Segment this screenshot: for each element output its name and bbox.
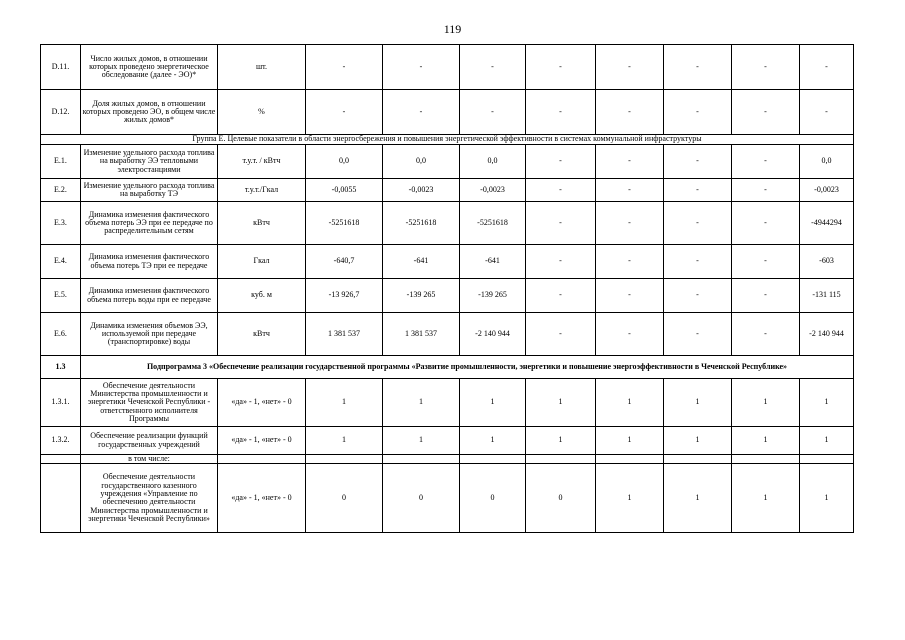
- value-cell: -: [526, 45, 596, 90]
- value-cell: -4944294: [800, 202, 854, 245]
- row-code: D.11.: [41, 45, 81, 90]
- value-cell: -0,0055: [306, 179, 383, 202]
- value-cell: 1: [460, 427, 526, 455]
- value-cell: -: [664, 313, 732, 356]
- value-cell: 1: [800, 427, 854, 455]
- value-cell: -: [526, 90, 596, 135]
- empty-cell: [383, 455, 460, 464]
- row-name: Динамика изменения фактического объема потерь ЭЭ при ее передаче по распределительным сетям: [81, 202, 218, 245]
- value-cell: 1: [526, 379, 596, 427]
- row-name: Изменение удельного расхода топлива на выработку ЭЭ тепловыми электростанциями: [81, 145, 218, 179]
- value-cell: -2 140 944: [460, 313, 526, 356]
- value-cell: 1: [664, 427, 732, 455]
- empty-cell: [460, 455, 526, 464]
- row-unit: кВтч: [218, 313, 306, 356]
- page-number: 119: [443, 22, 462, 36]
- indicators-table: [40, 44, 854, 533]
- table-row-e3: [41, 202, 854, 245]
- row-code: E.4.: [41, 245, 81, 279]
- value-cell: -: [526, 179, 596, 202]
- empty-cell: [526, 455, 596, 464]
- value-cell: 1: [526, 427, 596, 455]
- value-cell: 1: [732, 464, 800, 533]
- row-code: E.1.: [41, 145, 81, 179]
- row-code: E.5.: [41, 279, 81, 313]
- row-code: E.6.: [41, 313, 81, 356]
- value-cell: -139 265: [383, 279, 460, 313]
- row-unit: «да» - 1, «нет» - 0: [218, 379, 306, 427]
- value-cell: 0: [306, 464, 383, 533]
- row-unit: куб. м: [218, 279, 306, 313]
- row-name: Число жилых домов, в отношении которых проведено энергетическое обследование (далее - ЭО)*: [81, 45, 218, 90]
- value-cell: -: [664, 45, 732, 90]
- value-cell: -: [596, 279, 664, 313]
- subprogram-3-header: [41, 356, 854, 379]
- table-row-d11: [41, 45, 854, 90]
- value-cell: -: [596, 90, 664, 135]
- value-cell: -: [732, 90, 800, 135]
- row-name: Доля жилых домов, в отношении которых проведено ЭО, в общем числе жилых домов*: [81, 90, 218, 135]
- value-cell: -: [664, 179, 732, 202]
- value-cell: -0,0023: [800, 179, 854, 202]
- row-code: D.12.: [41, 90, 81, 135]
- row-unit: «да» - 1, «нет» - 0: [218, 464, 306, 533]
- value-cell: 1: [460, 379, 526, 427]
- row-unit: %: [218, 90, 306, 135]
- row-name: в том числе:: [81, 455, 218, 464]
- table-row-including: [41, 455, 854, 464]
- row-name: Динамика изменения объемов ЭЭ, используемой при передаче (транспортировке) воды: [81, 313, 218, 356]
- empty-cell: [306, 455, 383, 464]
- empty-cell: [664, 455, 732, 464]
- value-cell: -: [526, 245, 596, 279]
- value-cell: -: [526, 202, 596, 245]
- value-cell: -0,0023: [460, 179, 526, 202]
- value-cell: 1: [383, 379, 460, 427]
- value-cell: 0: [460, 464, 526, 533]
- value-cell: -: [732, 202, 800, 245]
- value-cell: -: [526, 279, 596, 313]
- value-cell: -5251618: [460, 202, 526, 245]
- value-cell: -: [664, 279, 732, 313]
- row-name: Обеспечение деятельности Министерства промышленности и энергетики Чеченской Республики - ответственного исполнителя Программы: [81, 379, 218, 427]
- value-cell: -: [596, 179, 664, 202]
- table-row-e2: [41, 179, 854, 202]
- row-name: Динамика изменения фактического объема потерь ТЭ при ее передаче: [81, 245, 218, 279]
- value-cell: 1 381 537: [306, 313, 383, 356]
- value-cell: -641: [460, 245, 526, 279]
- value-cell: -: [526, 313, 596, 356]
- value-cell: 1: [664, 464, 732, 533]
- value-cell: -: [596, 202, 664, 245]
- value-cell: -603: [800, 245, 854, 279]
- value-cell: -: [306, 45, 383, 90]
- value-cell: -: [732, 145, 800, 179]
- value-cell: 1: [732, 379, 800, 427]
- row-unit: шт.: [218, 45, 306, 90]
- value-cell: -: [383, 90, 460, 135]
- row-code: 1.3: [41, 356, 81, 379]
- table-row-gku: [41, 464, 854, 533]
- value-cell: -: [596, 313, 664, 356]
- row-unit: кВтч: [218, 202, 306, 245]
- value-cell: -: [664, 145, 732, 179]
- empty-cell: [218, 455, 306, 464]
- row-unit: т.у.т. / кВтч: [218, 145, 306, 179]
- value-cell: -: [800, 45, 854, 90]
- row-code: 1.3.1.: [41, 379, 81, 427]
- row-code: [41, 464, 81, 533]
- empty-cell: [800, 455, 854, 464]
- empty-cell: [732, 455, 800, 464]
- value-cell: 1: [596, 379, 664, 427]
- value-cell: 1: [306, 427, 383, 455]
- value-cell: -: [732, 279, 800, 313]
- row-unit: «да» - 1, «нет» - 0: [218, 427, 306, 455]
- value-cell: 0: [383, 464, 460, 533]
- value-cell: 1: [596, 464, 664, 533]
- value-cell: -: [383, 45, 460, 90]
- row-unit: т.у.т./Гкал: [218, 179, 306, 202]
- value-cell: 1 381 537: [383, 313, 460, 356]
- value-cell: -13 926,7: [306, 279, 383, 313]
- table-row-1-3-1: [41, 379, 854, 427]
- row-name: Обеспечение реализации функций государственных учреждений: [81, 427, 218, 455]
- subprogram-title: Подпрограмма 3 «Обеспечение реализации государственной программы «Развитие промышленности, энергетики и повышение энергоэффективности в Чеченской Республике»: [81, 356, 854, 379]
- value-cell: -2 140 944: [800, 313, 854, 356]
- value-cell: -: [460, 45, 526, 90]
- value-cell: 0,0: [800, 145, 854, 179]
- row-name: Обеспечение деятельности государственного казенного учреждения «Управление по обеспечению деятельности Министерства промышленности и энергетики Чеченской Республики»: [81, 464, 218, 533]
- row-code: E.3.: [41, 202, 81, 245]
- value-cell: -: [596, 245, 664, 279]
- table-row-1-3-2: [41, 427, 854, 455]
- value-cell: -640,7: [306, 245, 383, 279]
- value-cell: 1: [800, 379, 854, 427]
- value-cell: -641: [383, 245, 460, 279]
- value-cell: -: [460, 90, 526, 135]
- value-cell: 0,0: [383, 145, 460, 179]
- value-cell: -: [800, 90, 854, 135]
- value-cell: -: [732, 245, 800, 279]
- value-cell: -: [664, 245, 732, 279]
- row-code: [41, 455, 81, 464]
- table-row-e5: [41, 279, 854, 313]
- value-cell: -: [526, 145, 596, 179]
- group-title: Группа Е. Целевые показатели в области энергосбережения и повышения энергетической эффективности в системах коммунальной инфраструктуры: [41, 135, 854, 145]
- value-cell: -: [732, 313, 800, 356]
- table-row-d12: [41, 90, 854, 135]
- table-row-e6: [41, 313, 854, 356]
- value-cell: -139 265: [460, 279, 526, 313]
- value-cell: 1: [383, 427, 460, 455]
- value-cell: -: [732, 179, 800, 202]
- value-cell: -: [732, 45, 800, 90]
- value-cell: 1: [306, 379, 383, 427]
- value-cell: -: [596, 145, 664, 179]
- row-code: 1.3.2.: [41, 427, 81, 455]
- value-cell: 1: [800, 464, 854, 533]
- value-cell: -5251618: [306, 202, 383, 245]
- value-cell: -0,0023: [383, 179, 460, 202]
- value-cell: -: [306, 90, 383, 135]
- row-name: Изменение удельного расхода топлива на выработку ТЭ: [81, 179, 218, 202]
- value-cell: 0,0: [460, 145, 526, 179]
- value-cell: -: [664, 90, 732, 135]
- value-cell: 1: [596, 427, 664, 455]
- empty-cell: [596, 455, 664, 464]
- value-cell: 1: [664, 379, 732, 427]
- value-cell: 0,0: [306, 145, 383, 179]
- value-cell: -131 115: [800, 279, 854, 313]
- group-e-header: [41, 135, 854, 145]
- row-name: Динамика изменения фактического объема потерь воды при ее передаче: [81, 279, 218, 313]
- row-unit: Гкал: [218, 245, 306, 279]
- row-code: E.2.: [41, 179, 81, 202]
- value-cell: -5251618: [383, 202, 460, 245]
- value-cell: 1: [732, 427, 800, 455]
- table-row-e4: [41, 245, 854, 279]
- value-cell: 0: [526, 464, 596, 533]
- table-row-e1: [41, 145, 854, 179]
- value-cell: -: [664, 202, 732, 245]
- value-cell: -: [596, 45, 664, 90]
